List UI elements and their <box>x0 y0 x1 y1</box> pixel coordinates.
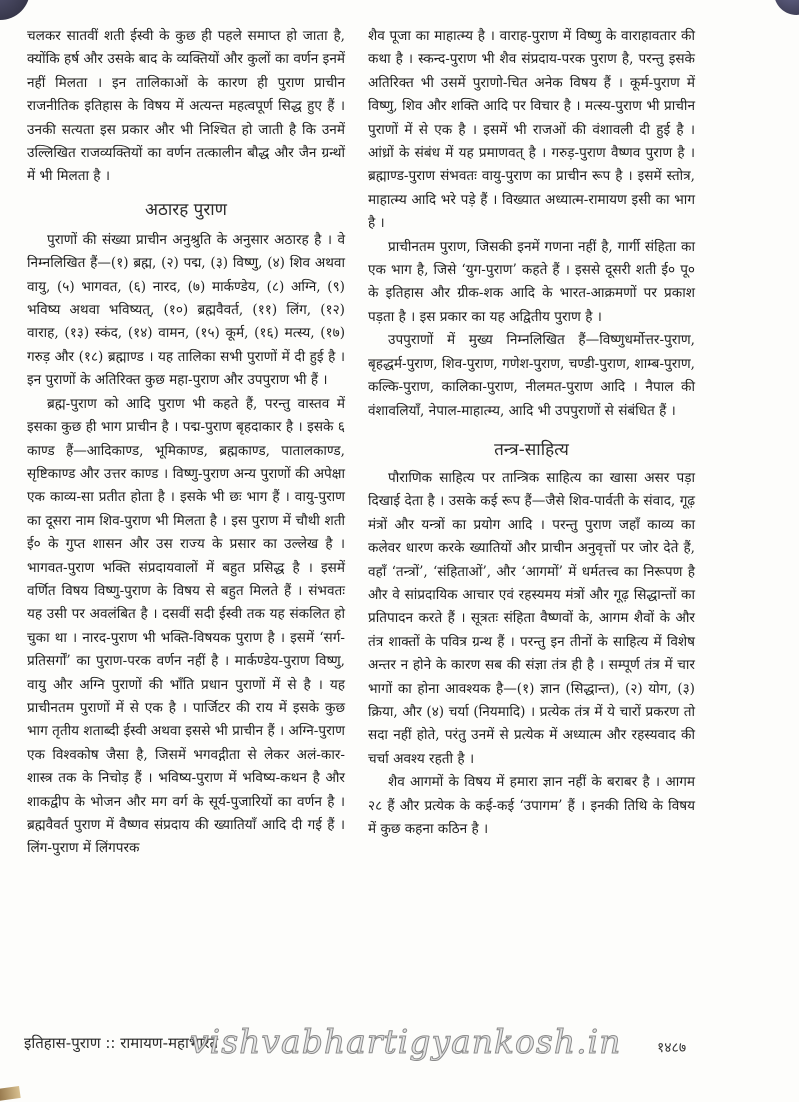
section-heading-tantra-literature: तन्त्र-साहित्य <box>494 439 569 460</box>
scan-edge-top-right <box>774 0 799 15</box>
paragraph: ब्रह्म-पुराण को आदि पुराण भी कहते हैं, परन्तु वास्तव में इसका कुछ ही भाग प्राचीन है । पद्म-पुराण बृहदाकार है । इसके ६ काण्ड हैं—आदिकाण्ड, भूमिकाण्ड, ब्रह्मकाण्ड, पातालकाण्ड, सृष्टिकाण्ड और उत्तर काण्ड । विष्णु-पुराण अन्य पुराणों की अपेक्षा एक काव्य-सा प्रतीत होता है । इसके भी छः भाग हैं । वायु-पुराण का दूसरा नाम शिव-पुराण भी मिलता है । इस पुराण में चौथी शती ई० के गुप्त शासन और उस राज्य के प्रसार का उल्लेख है । भागवत-पुराण भक्ति संप्रदायवालों में बहुत प्रसिद्ध है । इसमें वर्णित विषय विष्णु-पुराण के विषय से बहुत मिलते हैं । संभवतः यह उसी पर अवलंबित है । दसवीं सदी ईस्वी तक यह संकलित हो चुका था । नारद-पुराण भी भक्ति-विषयक पुराण है । इसमें ‘सर्ग-प्रतिसर्गों’ का पुराण-परक वर्णन नहीं है । मार्कण्डेय-पुराण विष्णु, वायु और अग्नि पुराणों की भाँति प्रधान पुराणों में से है । यह प्राचीनतम पुराणों में से एक है । पार्जिटर की राय में इसके कुछ भाग तृतीय शताब्दी ईस्वी अथवा इससे भी प्राचीन हैं । अग्नि-पुराण एक विश्वकोष जैसा है, जिसमें भगवद्गीता से लेकर अलं-कार-शास्त्र तक के निचोड़ हैं । भविष्य-पुराण में भविष्य-कथन है और शाकद्वीप के भोजन और मग वर्ग के सूर्य-पुजारियों का वर्णन है । ब्रह्मवैवर्त पुराण में वैष्णव संप्रदाय की ख्यातियाँ आदि दी गई हैं । लिंग-पुराण में लिंगपरक <box>27 395 345 857</box>
paragraph: शैव पूजा का माहात्म्य है । वाराह-पुराण में विष्णु के वाराहावतार की कथा है । स्कन्द-पुराण भी शैव संप्रदाय-परक पुराण है, परन्तु इसके अतिरिक्त भी उसमें पुराणो-चित अनेक विषय हैं । कूर्म-पुराण में विष्णु, शिव और शक्ति आदि पर विचार है । मत्स्य-पुराण भी प्राचीन पुराणों में से एक है । इसमें भी राजओं की वंशावली दी हुई है । आंध्रों के संबंध में यह प्रमाणवत् है । गरुड़-पुराण वैष्णव पुराण है । ब्रह्माण्ड-पुराण संभवतः वायु-पुराण का प्राचीन रूप है । इसमें स्तोत्र, माहात्म्य आदि भरे पड़े हैं । विख्यात अध्यात्म-रामायण इसी का भाग है । <box>368 28 695 232</box>
page-number: १४८७ <box>657 1040 687 1056</box>
paragraph: उपपुराणों में मुख्य निम्नलिखित हैं—विष्णुधर्मोत्तर-पुराण, बृहद्धर्म-पुराण, शिव-पुराण, गणेश-पुराण, चण्डी-पुराण, शाम्ब-पुराण, कल्कि-पुराण, कालिका-पुराण, नीलमत-पुराण आदि । नैपाल की वंशावलियाँ, नेपाल-माहात्म्य, आदि भी उपपुराणों से संबंधित हैं । <box>368 332 695 419</box>
scan-edge-top-left <box>0 0 30 20</box>
left-column <box>27 25 345 861</box>
intro-paragraph: चलकर सातवीं शती ईस्वी के कुछ ही पहले समाप्त हो जाता है, क्योंकि हर्ष और उसके बाद के व्यक्तियों और कुलों का वर्णन इनमें नहीं मिलता । इन तालिकाओं के कारण ही पुराण प्राचीन राजनीतिक इतिहास के विषय में अत्यन्त महत्वपूर्ण सिद्ध हुए हैं । उनकी सत्यता इस प्रकार और भी निश्चित हो जाती है कि उनमें उल्लिखित राजव्यक्तियों का वर्णन तत्कालीन बौद्ध और जैन ग्रन्थों में भी मिलता है । <box>27 28 345 185</box>
section-heading-eighteen-puranas: अठारह पुराण <box>145 199 227 220</box>
right-column <box>368 25 695 841</box>
paragraph: प्राचीनतम पुराण, जिसकी इनमें गणना नहीं है, गार्गी संहिता का एक भाग है, जिसे ‘युग-पुराण’ कहते हैं । इससे दूसरी शती ई० पू० के इतिहास और ग्रीक-शक आदि के भारत-आक्रमणों पर प्रकाश पड़ता है । इस प्रकार का यह अद्वितीय पुराण है । <box>368 238 695 325</box>
paragraph: पुराणों की संख्या प्राचीन अनुश्रुति के अनुसार अठारह है । वे निम्नलिखित हैं—(१) ब्रह्म, (२) पद्म, (३) विष्णु, (४) शिव अथवा वायु, (५) भागवत, (६) नारद, (७) मार्कण्डेय, (८) अग्नि, (९) भविष्य अथवा भविष्यत्, (१०) ब्रह्मवैवर्त, (११) लिंग, (१२) वाराह, (१३) स्कंद, (१४) वामन, (१५) कूर्म, (१६) मत्स्य, (१७) गरुड़ और (१८) ब्रह्माण्ड । यह तालिका सभी पुराणों में दी हुई है । इन पुराणों के अतिरिक्त कुछ महा-पुराण और उपपुराण भी हैं । <box>27 231 345 389</box>
running-title: इतिहास-पुराण :: रामायण-महाभारत <box>24 1034 218 1052</box>
paragraph: पौराणिक साहित्य पर तान्त्रिक साहित्य का खासा असर पड़ा दिखाई देता है । उसके कई रूप हैं—जैसे शिव-पार्वती के संवाद, गूढ़ मंत्रों और यन्त्रों का प्रयोग आदि । परन्तु पुराण जहाँ काव्य का कलेवर धारण करके ख्यातियों और प्राचीन अनुवृत्तों पर जोर देते हैं, वहाँ ‘तन्त्रों’, ‘संहिताओं’, और ‘आगमों’ में धर्मतत्त्व का निरूपण है और वे सांप्रदायिक आचार एवं रहस्यमय मंत्रों और गूढ़ सिद्धान्तों का प्रतिपादन करते हैं । सूत्रतः संहिता वैष्णवों के, आगम शैवों के और तंत्र शाक्तों के पवित्र ग्रन्थ हैं । परन्तु इन तीनों के साहित्य में विशेष अन्तर न होने के कारण सब की संज्ञा तंत्र ही है । सम्पूर्ण तंत्र में चार भागों का होना आवश्यक है—(१) ज्ञान (सिद्धान्त), (२) योग, (३) क्रिया, और (४) चर्या (नियमादि) । प्रत्येक तंत्र में ये चारों प्रकरण तो सदा नहीं होते, परंतु उनमें से प्रत्येक में अध्यात्म और रहस्यवाद की चर्चा अवश्य रहती है । <box>368 469 695 767</box>
watermark: vishvabhartigyankosh.in <box>190 1022 622 1061</box>
paragraph: शैव आगमों के विषय में हमारा ज्ञान नहीं के बराबर है । आगम २८ हैं और प्रत्येक के कई-कई ‘उपागम’ हैं । इनकी तिथि के विषय में कुछ कहना कठिन है । <box>368 774 695 837</box>
